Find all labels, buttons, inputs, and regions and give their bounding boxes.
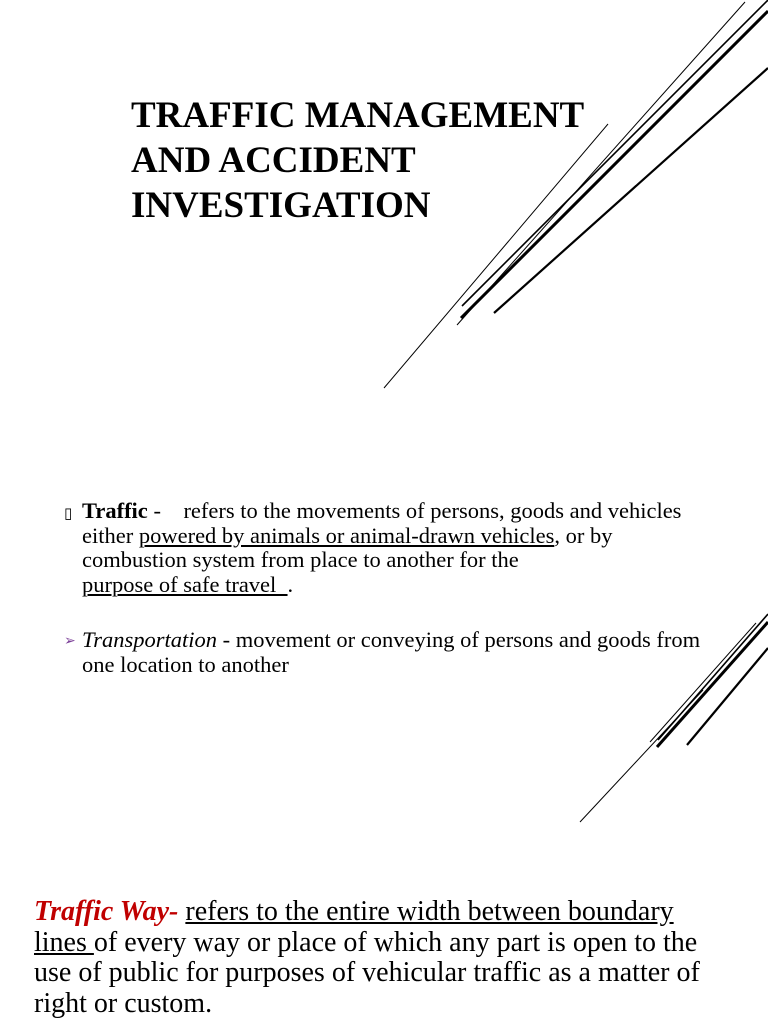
underlined-phrase: powered by animals or animal-drawn vehicles	[138, 522, 555, 548]
term-traffic: Traffic	[82, 498, 148, 523]
definition-text: - movement or conveying of persons and goods from one location to another	[82, 627, 701, 677]
underlined-phrase: purpose of safe travel	[82, 571, 288, 597]
definition-end: .	[287, 571, 294, 597]
bullet-transportation	[64, 628, 704, 677]
missing-glyph-bullet-icon: ▯	[64, 504, 73, 522]
title-line: AND ACCIDENT	[131, 140, 416, 181]
definition-text: refers to the movements of persons, goods and vehicles either	[82, 498, 682, 548]
separator: -	[147, 498, 184, 523]
definition-text: of every way or place of which any part is open to the use of public for purposes of vehicular traffic as a matter of right or custom.	[34, 926, 700, 1019]
title-line: INVESTIGATION	[131, 185, 431, 226]
definition-text: , or by combustion system from place to another for the	[82, 522, 613, 572]
arrow-bullet-icon: ➢	[64, 633, 76, 649]
bullet-traffic	[64, 499, 704, 597]
page-title	[131, 93, 584, 228]
bullet-list	[64, 499, 704, 677]
traffic-way-label: Traffic Way-	[34, 896, 179, 927]
traffic-way-definition	[34, 897, 714, 1019]
underlined-phrase: refers to the entire width between boundary lines	[34, 896, 674, 958]
term-transportation: Transportation	[82, 627, 218, 652]
title-line: TRAFFIC MANAGEMENT	[131, 95, 585, 136]
